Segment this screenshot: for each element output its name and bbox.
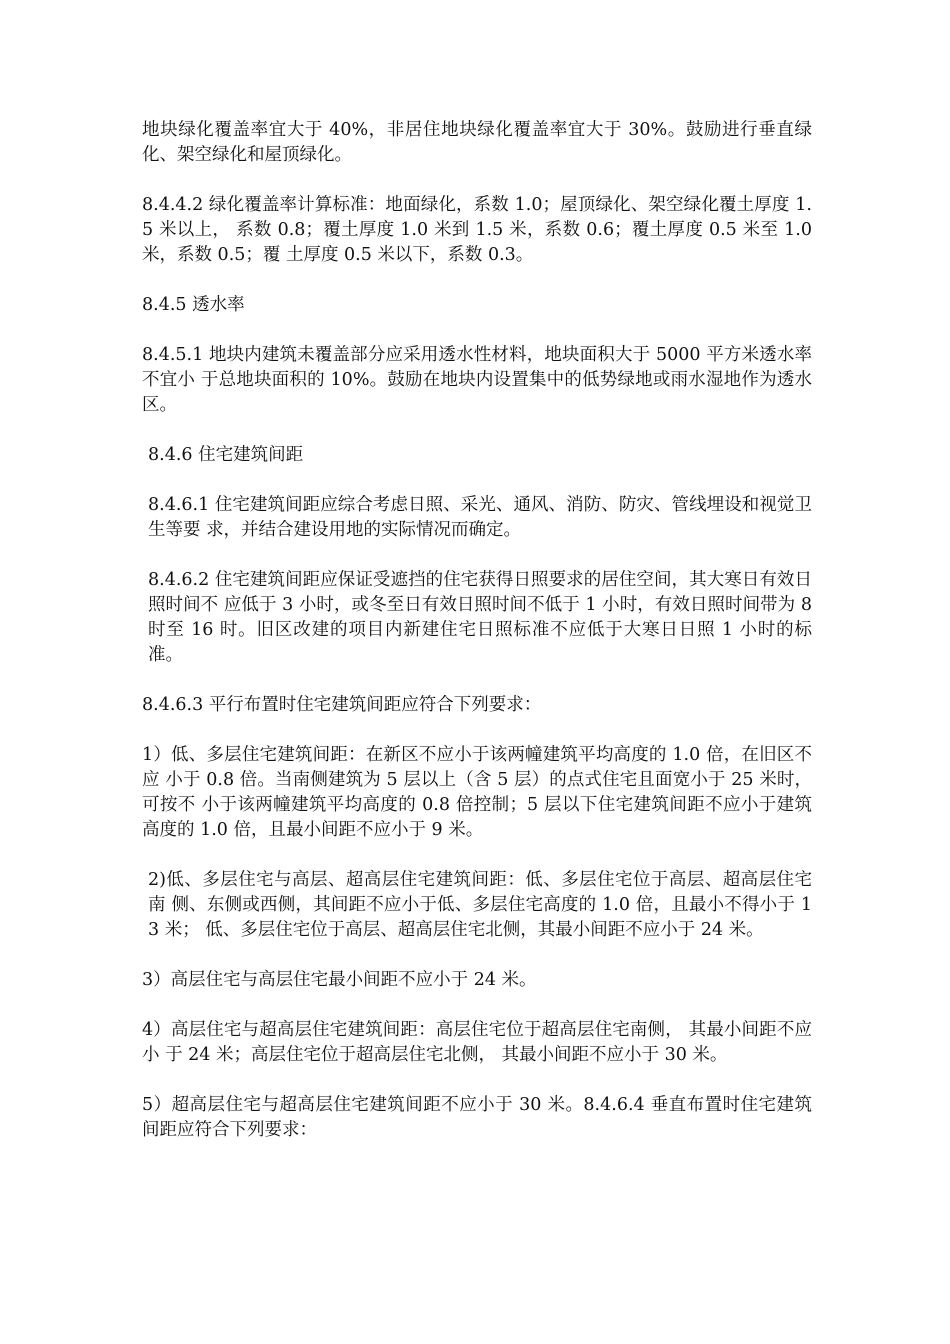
list-item-3: 3）高层住宅与高层住宅最小间距不应小于 24 米。 [142, 970, 537, 990]
document-body [142, 118, 812, 1168]
paragraph-8-4-6-1: 8.4.6.1 住宅建筑间距应综合考虑日照、采光、通风、消防、防灾、管线埋设和视觉卫生等要 求，并结合建设用地的实际情况而确定。 [148, 495, 812, 540]
heading-8-4-6: 8.4.6 住宅建筑间距 [148, 445, 304, 465]
paragraph-8-4-4-2: 8.4.4.2 绿化覆盖率计算标准：地面绿化，系数 1.0；屋顶绿化、架空绿化覆土厚度 1.5 米以上， 系数 0.8；覆土厚度 1.0 米到 1.5 米，系数 0.6；覆土厚度 0.5 米至 1.0 米，系数 0.5；覆 土厚度 0.5 米以下，系数 0.3。 [142, 195, 812, 265]
paragraph-green-coverage-rate: 地块绿化覆盖率宜大于 40%，非居住地块绿化覆盖率宜大于 30%。鼓励进行垂直绿化、架空绿化和屋顶绿化。 [142, 120, 812, 165]
list-item-1: 1）低、多层住宅建筑间距：在新区不应小于该两幢建筑平均高度的 1.0 倍，在旧区不应 小于 0.8 倍。当南侧建筑为 5 层以上（含 5 层）的点式住宅且面宽小于 25 米时，可按不 小于该两幢建筑平均高度的 0.8 倍控制；5 层以下住宅建筑间距不应小于建筑高度的 1.0 倍，且最小间距不应小于 9 米。 [142, 745, 812, 840]
paragraph-8-4-6-3: 8.4.6.3 平行布置时住宅建筑间距应符合下列要求： [142, 695, 542, 715]
paragraph-8-4-6-2: 8.4.6.2 住宅建筑间距应保证受遮挡的住宅获得日照要求的居住空间，其大寒日有效日照时间不 应低于 3 小时，或冬至日有效日照时间不低于 1 小时，有效日照时间带为 8 时至 16 时。旧区改建的项目内新建住宅日照标准不应低于大寒日日照 1 小时的标准。 [148, 570, 812, 665]
heading-8-4-5: 8.4.5 透水率 [142, 295, 245, 315]
list-item-5: 5）超高层住宅与超高层住宅建筑间距不应小于 30 米。8.4.6.4 垂直布置时住宅建筑间距应符合下列要求： [142, 1095, 812, 1140]
list-item-4: 4）高层住宅与超高层住宅建筑间距：高层住宅位于超高层住宅南侧， 其最小间距不应小 于 24 米；高层住宅位于超高层住宅北侧， 其最小间距不应小于 30 米。 [142, 1020, 812, 1065]
list-item-2: 2)低、多层住宅与高层、超高层住宅建筑间距：低、多层住宅位于高层、超高层住宅南 侧、东侧或西侧，其间距不应小于低、多层住宅高度的 1.0 倍，且最小不得小于 13 米； 低、多层住宅位于高层、超高层住宅北侧，其最小间距不应小于 24 米。 [148, 870, 812, 940]
paragraph-8-4-5-1: 8.4.5.1 地块内建筑未覆盖部分应采用透水性材料，地块面积大于 5000 平方米透水率不宜小 于总地块面积的 10%。鼓励在地块内设置集中的低势绿地或雨水湿地作为透水区。 [142, 345, 812, 415]
